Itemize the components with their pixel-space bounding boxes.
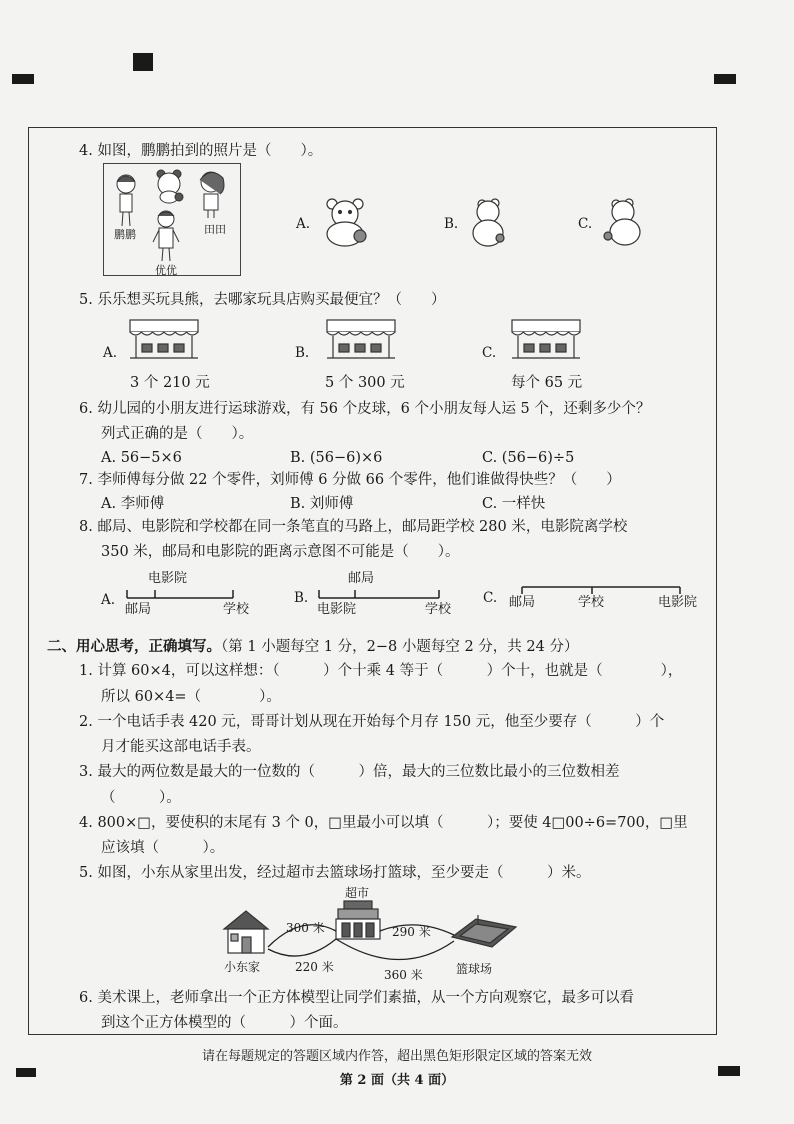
q8-b-top: 邮局 bbox=[348, 571, 375, 586]
map-d4: 360 米 bbox=[384, 968, 423, 982]
map-d2: 220 米 bbox=[295, 960, 334, 974]
q4-option-b-label: B. bbox=[444, 216, 459, 232]
supermarket-icon bbox=[336, 901, 380, 939]
label-youyou: 优优 bbox=[155, 264, 177, 277]
q8-stem-line2: 350 米，邮局和电影院的距离示意图不可能是（ ）。 bbox=[101, 544, 460, 560]
q6-option-c: C. (56−6)÷5 bbox=[482, 450, 575, 466]
q8-c-left: 邮局 bbox=[509, 595, 536, 610]
s2-q2-line2: 月才能买这部电话手表。 bbox=[101, 739, 261, 755]
q5-option-a-label: A. bbox=[103, 345, 118, 361]
label-pengpeng: 鹏鹏 bbox=[114, 228, 136, 241]
map-d1: 300 米 bbox=[286, 921, 325, 935]
registration-mark bbox=[133, 53, 153, 71]
q8-b-right: 学校 bbox=[425, 602, 452, 617]
q5-option-c-label: C. bbox=[482, 345, 497, 361]
registration-mark bbox=[12, 74, 34, 84]
section2-note: （第 1 小题每空 1 分，2−8 小题每空 2 分，共 24 分） bbox=[221, 639, 579, 655]
q8-option-b-label: B. bbox=[294, 590, 309, 606]
map-court-label: 篮球场 bbox=[456, 962, 493, 976]
s2-q1-line1: 1. 计算 60×4，可以这样想：（ ）个十乘 4 等于（ ）个十，也就是（ ）， bbox=[79, 663, 683, 679]
q7-option-b: B. 刘师傅 bbox=[290, 496, 354, 512]
s2-q4-line2: 应该填（ ）。 bbox=[101, 840, 225, 856]
q8-option-c-label: C. bbox=[483, 590, 498, 606]
s2-q3-line1: 3. 最大的两位数是最大的一位数的（ ）倍，最大的三位数比最小的三位数相差 bbox=[79, 764, 620, 780]
q6-option-b: B. (56−6)×6 bbox=[290, 450, 383, 466]
map-d3: 290 米 bbox=[392, 925, 431, 939]
s2-q2-line1: 2. 一个电话手表 420 元，哥哥计划从现在开始每个月存 150 元，他至少要存（ ）个 bbox=[79, 714, 665, 730]
footer-page-number: 第 2 面（共 4 面） bbox=[339, 1073, 455, 1088]
q8-c-mid: 学校 bbox=[578, 595, 605, 610]
label-tiantian: 田田 bbox=[204, 223, 226, 236]
registration-mark bbox=[714, 74, 736, 84]
q7-option-a: A. 李师傅 bbox=[101, 496, 165, 512]
s2-q1-line2: 所以 60×4=（ ）。 bbox=[101, 689, 281, 705]
s2-q3-line2: （ ）。 bbox=[101, 790, 181, 806]
q4-photo-scene bbox=[103, 163, 241, 276]
q6-stem-line1: 6. 幼儿园的小朋友进行运球游戏，有 56 个皮球，6 个小朋友每人运 5 个，还剩多少个？ bbox=[79, 401, 651, 417]
q4-option-b-bear-side bbox=[470, 198, 510, 248]
s2-q4-line1: 4. 800×□，要使积的末尾有 3 个 0，□里最小可以填（ ）；要使 4□00÷6=700，□里 bbox=[79, 815, 688, 831]
s2-q6-line2: 到这个正方体模型的（ ）个面。 bbox=[101, 1015, 348, 1031]
q5-shop-b-icon bbox=[325, 318, 397, 362]
q8-c-right: 电影院 bbox=[658, 595, 698, 610]
q7-stem: 7. 李师傅每分做 22 个零件，刘师傅 6 分做 66 个零件，他们谁做得快些？（ ） bbox=[79, 472, 621, 488]
q6-stem-line2: 列式正确的是（ ）。 bbox=[101, 426, 254, 442]
q7-option-c: C. 一样快 bbox=[482, 496, 546, 512]
q5-option-b-label: B. bbox=[295, 345, 310, 361]
s2-q6-line1: 6. 美术课上，老师拿出一个正方体模型让同学们素描，从一个方向观察它，最多可以看 bbox=[79, 990, 634, 1006]
q4-option-a-label: A. bbox=[296, 216, 311, 232]
q8-b-left: 电影院 bbox=[317, 602, 357, 617]
q6-option-a: A. 56−5×6 bbox=[101, 450, 182, 466]
q5-option-a-price: 3 个 210 元 bbox=[130, 375, 210, 391]
q4-stem: 4. 如图，鹏鹏拍到的照片是（ ）。 bbox=[79, 143, 323, 159]
map-market-label: 超市 bbox=[345, 886, 370, 900]
q5-stem: 5. 乐乐想买玩具熊，去哪家玩具店购买最便宜？（ ） bbox=[79, 292, 446, 308]
q5-option-b-price: 5 个 300 元 bbox=[325, 375, 405, 391]
footer-notice: 请在每题规定的答题区域内作答，超出黑色矩形限定区域的答案无效 bbox=[201, 1049, 592, 1064]
section2-title: 二、用心思考，正确填写。 bbox=[47, 638, 221, 655]
s2-q5-stem: 5. 如图，小东从家里出发，经过超市去篮球场打篮球，至少要走（ ）米。 bbox=[79, 865, 591, 881]
q4-option-a-bear-front bbox=[322, 198, 372, 248]
q4-option-c-bear-side bbox=[602, 198, 647, 248]
q4-option-c-label: C. bbox=[578, 216, 593, 232]
q8-option-a-label: A. bbox=[101, 592, 116, 608]
q8-stem-line1: 8. 邮局、电影院和学校都在同一条笔直的马路上，邮局距学校 280 米，电影院离学校 bbox=[79, 519, 628, 535]
q8-a-top: 电影院 bbox=[148, 571, 188, 586]
q5-shop-a-icon bbox=[128, 318, 200, 362]
court-icon bbox=[452, 915, 516, 947]
map-home-label: 小东家 bbox=[224, 960, 261, 974]
q5-shop-c-icon bbox=[510, 318, 582, 362]
home-icon bbox=[224, 911, 268, 953]
q5-option-c-price: 每个 65 元 bbox=[511, 375, 583, 391]
q8-a-left: 邮局 bbox=[125, 602, 152, 617]
q8-a-right: 学校 bbox=[223, 602, 250, 617]
section2-heading bbox=[47, 637, 578, 657]
